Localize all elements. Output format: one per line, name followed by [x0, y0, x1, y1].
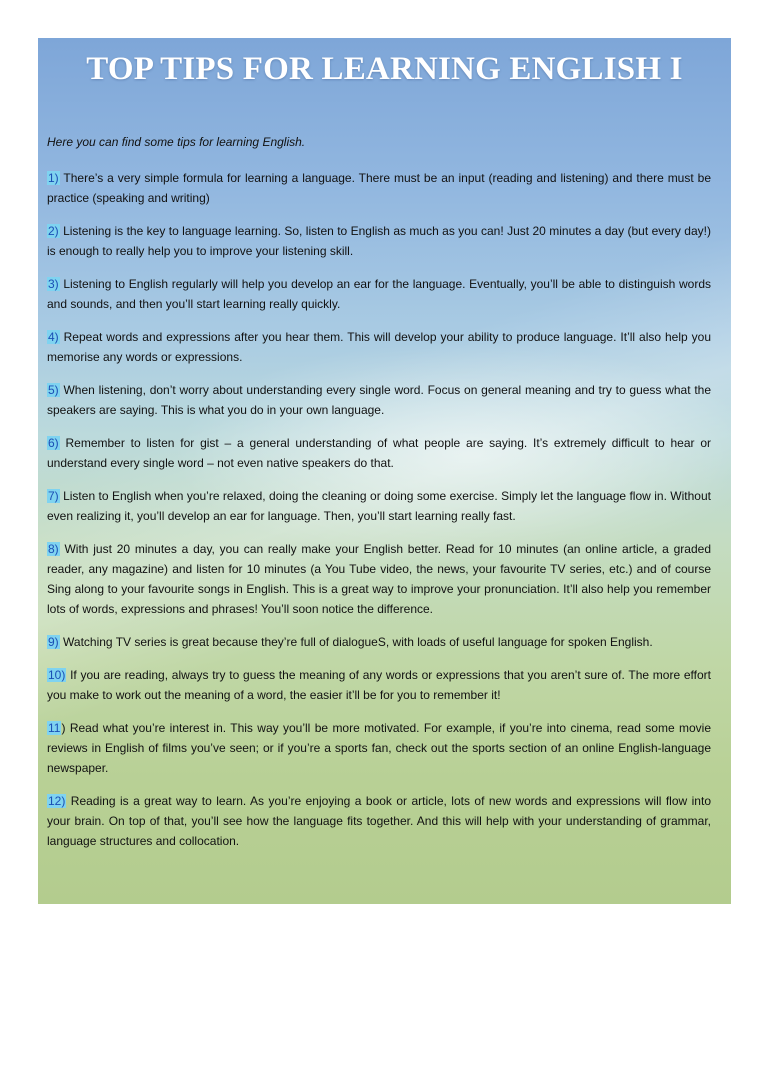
tip-number: 5) [48, 383, 59, 397]
tip-item [47, 380, 711, 420]
tip-number: 12) [48, 794, 66, 808]
tip-text: If you are reading, always try to guess the meaning of any words or expressions that you aren’t sure of. The more effort you make to work out the meaning of a word, the easier it’ll be for you to remember it! [47, 668, 711, 702]
tip-number: 6) [48, 436, 59, 450]
tips-list [47, 168, 711, 864]
tip-item [47, 168, 711, 208]
tip-item [47, 327, 711, 367]
intro-text: Here you can find some tips for learning English. [47, 135, 306, 149]
tip-text: Listening is the key to language learning. So, listen to English as much as you can! Just 20 minutes a day (but every day!) is enough to really help you to improve your listening skill. [47, 224, 711, 258]
tip-number: 10) [48, 668, 66, 682]
tip-number: 1) [48, 171, 59, 185]
tip-text: Reading is a great way to learn. As you’re enjoying a book or article, lots of new words and expressions will flow into your brain. On top of that, you’ll see how the language fits together. And this will help with your understanding of grammar, language structures and collocation. [47, 794, 711, 848]
tip-text: When listening, don’t worry about understanding every single word. Focus on general meaning and try to guess what the speakers are saying. This is what you do in your own language. [47, 383, 712, 417]
tip-item [47, 433, 711, 473]
tip-item [47, 539, 711, 619]
tip-text: There’s a very simple formula for learning a language. There must be an input (reading and listening) and there must be practice (speaking and writing) [47, 171, 711, 205]
tip-text: Watching TV series is great because they’re full of dialogueS, with loads of useful language for spoken English. [63, 635, 653, 649]
tip-text: Listening to English regularly will help you develop an ear for the language. Eventually, you’ll be able to distinguish words and sounds, and then you’ll start learning really quickly. [47, 277, 711, 311]
tip-item [47, 486, 711, 526]
tip-text: Repeat words and expressions after you hear them. This will develop your ability to produce language. It’ll also help you memorise any words or expressions. [47, 330, 711, 364]
tip-item [47, 274, 711, 314]
tip-text: Remember to listen for gist – a general understanding of what people are saying. It’s extremely difficult to hear or understand every single word – not even native speakers do that. [47, 436, 711, 470]
tip-item [47, 221, 711, 261]
tip-number: 3) [48, 277, 59, 291]
tip-item [47, 718, 711, 778]
tip-number: 8) [48, 542, 59, 556]
tip-number: 4) [48, 330, 59, 344]
tip-number: 7) [48, 489, 59, 503]
tip-item [47, 665, 711, 705]
tip-item [47, 791, 711, 851]
document-title: TOP TIPS FOR LEARNING ENGLISH I [86, 51, 683, 87]
tip-text: ) Read what you’re interest in. This way you’ll be more motivated. For example, if you’re into cinema, read some movie reviews in English of films you’ve seen; or if you’re a sports fan, check out the sports section of an online English-language newspaper. [47, 721, 711, 775]
tip-number: 9) [48, 635, 59, 649]
tip-number: 11 [48, 721, 61, 735]
tip-item [47, 632, 711, 652]
tip-number: 2) [48, 224, 59, 238]
document-panel [38, 38, 731, 904]
tip-text: With just 20 minutes a day, you can really make your English better. Read for 10 minutes (an online article, a graded reader, any magazine) and listen for 10 minutes (a You Tube video, the news, your favourite TV series, etc.) and of course Sing along to your favourite songs in English. This is a great way to improve your pronunciation. It’ll also help you remember lots of words, expressions and phrases! You’ll soon notice the difference. [47, 542, 711, 616]
tip-text: Listen to English when you’re relaxed, doing the cleaning or doing some exercise. Simply let the language flow in. Without even realizing it, you’ll develop an ear for language. Then, you’ll start learning really fast. [47, 489, 711, 523]
